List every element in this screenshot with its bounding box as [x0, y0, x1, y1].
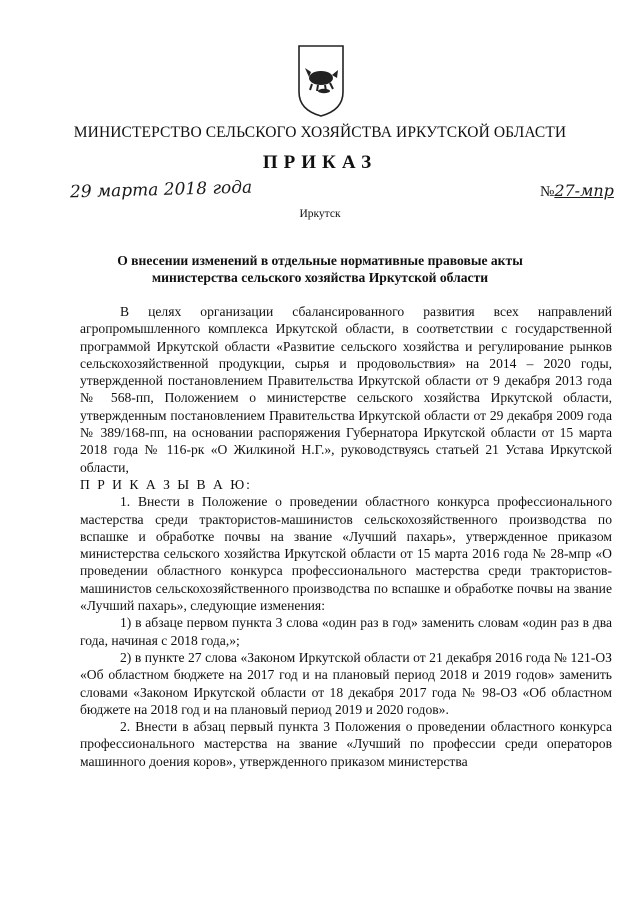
order-keyword: П Р И К А З Ы В А Ю: — [80, 476, 252, 492]
subitem-2-paragraph: 2) в пункте 27 слова «Законом Иркутской области от 21 декабря 2016 года № 121-ОЗ «Об областном бюджете на 2017 год и на плановый период 2018 и 2019 годов» заменить словами «Законом Иркутской области от 18 декабря 2017 года № 98-ОЗ «Об областном бюджете на 2018 год и на плановый период 2019 и 2020 годов». — [80, 649, 612, 717]
city-name: Иркутск — [299, 208, 341, 220]
coat-of-arms-emblem — [296, 44, 346, 118]
document-body — [80, 303, 612, 770]
document-type-title: ПРИКАЗ — [262, 152, 378, 173]
document-heading: О внесении изменений в отдельные нормативные правовые акты министерства сельского хозяйства Иркутской области — [117, 253, 523, 285]
preamble-paragraph: В целях организации сбалансированного развития всех направлений агропромышленного комплекса Иркутской области, в соответствии с государственной программой Иркутской области «Развитие сельского хозяйства и регулирование рынков сельскохозяйственной продукции, сырья и продовольствия» на 2014 – 2020 годы, утвержденной постановлением Правительства Иркутской области от 9 декабря 2013 года № 568-пп, Положением о министерстве сельского хозяйства Иркутской области, утвержденным постановлением Правительства Иркутской области от 29 декабря 2009 года № 389/168-пп, на основании распоряжения Губернатора Иркутской области от 15 марта 2018 года № 116-рк «О Жилкиной Н.Г.», руководствуясь статьей 21 Устава Иркутской области, — [80, 304, 612, 475]
handwritten-number: 27-мпр — [554, 181, 614, 200]
item-1-paragraph: 1. Внести в Положение о проведении областного конкурса профессионального мастерства среди трактористов-машинистов сельскохозяйственного производства по вспашке и обработке почвы на звание «Лучший пахарь», утвержденное приказом министерства сельского хозяйства Иркутской области от 15 марта 2016 года № 28-мпр «О проведении областного конкурса профессионального мастерства среди трактористов-машинистов сельскохозяйственного производства по вспашке и обработке почвы на звание «Лучший пахарь», следующие изменения: — [80, 494, 612, 614]
number-sign: № — [540, 184, 555, 200]
order-number — [540, 181, 614, 201]
handwritten-date: 29 марта 2018 года — [69, 177, 253, 203]
item-2-paragraph: 2. Внести в абзац первый пункта 3 Положения о проведении областного конкурса профессионального мастерства на звание «Лучший по профессии среди операторов машинного доения коров», утвержденного приказом министерства — [80, 719, 612, 769]
subitem-1-paragraph: 1) в абзаце первом пункта 3 слова «один раз в год» заменить словам «один раз в два года, начиная с 2018 года,»; — [80, 615, 612, 648]
ministry-name: МИНИСТЕРСТВО СЕЛЬСКОГО ХОЗЯЙСТВА ИРКУТСКОЙ ОБЛАСТИ — [73, 124, 567, 141]
